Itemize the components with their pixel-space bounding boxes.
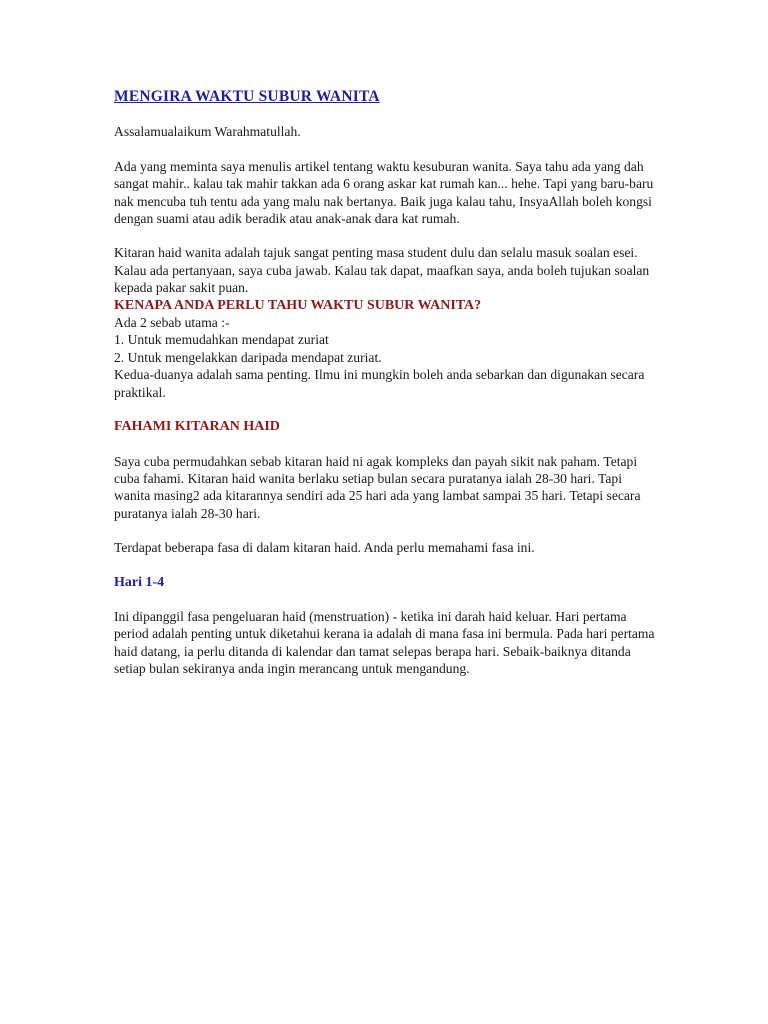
document-page [114,88,659,695]
intro-paragraph: Ada yang meminta saya menulis artikel tentang waktu kesuburan wanita. Saya tahu ada yang dah sangat mahir.. kalau tak mahir takkan ada 6 orang askar kat rumah kan... hehe. Tapi yang baru-baru nak mencuba tuh tentu ada yang malu nak bertanya. Baik juga kalau tahu, InsyaAllah boleh kongsi dengan suami atau adik beradik atau anak-anak dara kat rumah. [114,158,654,227]
menstruation-paragraph: Ini dipanggil fasa pengeluaran haid (menstruation) - ketika ini darah haid keluar. Hari pertama period adalah penting untuk diketahui kerana ia adalah di mana fasa ini bermula. Pada hari pertama haid datang, ia perlu ditanda di kalendar dan tamat selepas berapa hari. Sebaik-baiknya ditanda setiap bulan sekiranya anda ingin merancang untuk mengandung. [114,608,655,677]
greeting-paragraph: Assalamualaikum Warahmatullah. [114,124,301,140]
reason-item-1: 1. Untuk memudahkan mendapat zuriat [114,332,329,348]
section-heading-why: KENAPA ANDA PERLU TAHU WAKTU SUBUR WANITA? [114,297,482,313]
cycle-intro-paragraph: Kitaran haid wanita adalah tajuk sangat penting masa student dulu dan selalu masuk soalan esei. Kalau ada pertanyaan, saya cuba jawab. Kalau tak dapat, maafkan saya, anda boleh tujukan soalan kepada pakar sakit puan. [114,245,650,296]
reasons-summary-line: Kedua-duanya adalah sama penting. Ilmu ini mungkin boleh anda sebarkan dan digunakan secara praktikal. [114,367,645,400]
phases-intro-paragraph: Terdapat beberapa fasa di dalam kitaran haid. Anda perlu memahami fasa ini. [114,540,535,556]
article-title: MENGIRA WAKTU SUBUR WANITA [114,88,380,105]
cycle-explanation-paragraph: Saya cuba permudahkan sebab kitaran haid ni agak kompleks dan payah sikit nak paham. Tetapi cuba fahami. Kitaran haid wanita berlaku setiap bulan secara puratanya ialah 28-30 hari. Tapi wanita masing2 ada kitarannya sendiri ada 25 hari ada yang lambat sampai 35 hari. Tetapi secara puratanya ialah 28-30 hari. [114,453,641,521]
section-why-body [114,314,659,401]
section-heading-day-1-4: Hari 1-4 [114,574,165,590]
reason-item-2: 2. Untuk mengelakkan daripada mendapat zuriat. [114,349,382,365]
reasons-intro-line: Ada 2 sebab utama :- [114,315,230,331]
section-heading-cycle: FAHAMI KITARAN HAID [114,419,280,435]
